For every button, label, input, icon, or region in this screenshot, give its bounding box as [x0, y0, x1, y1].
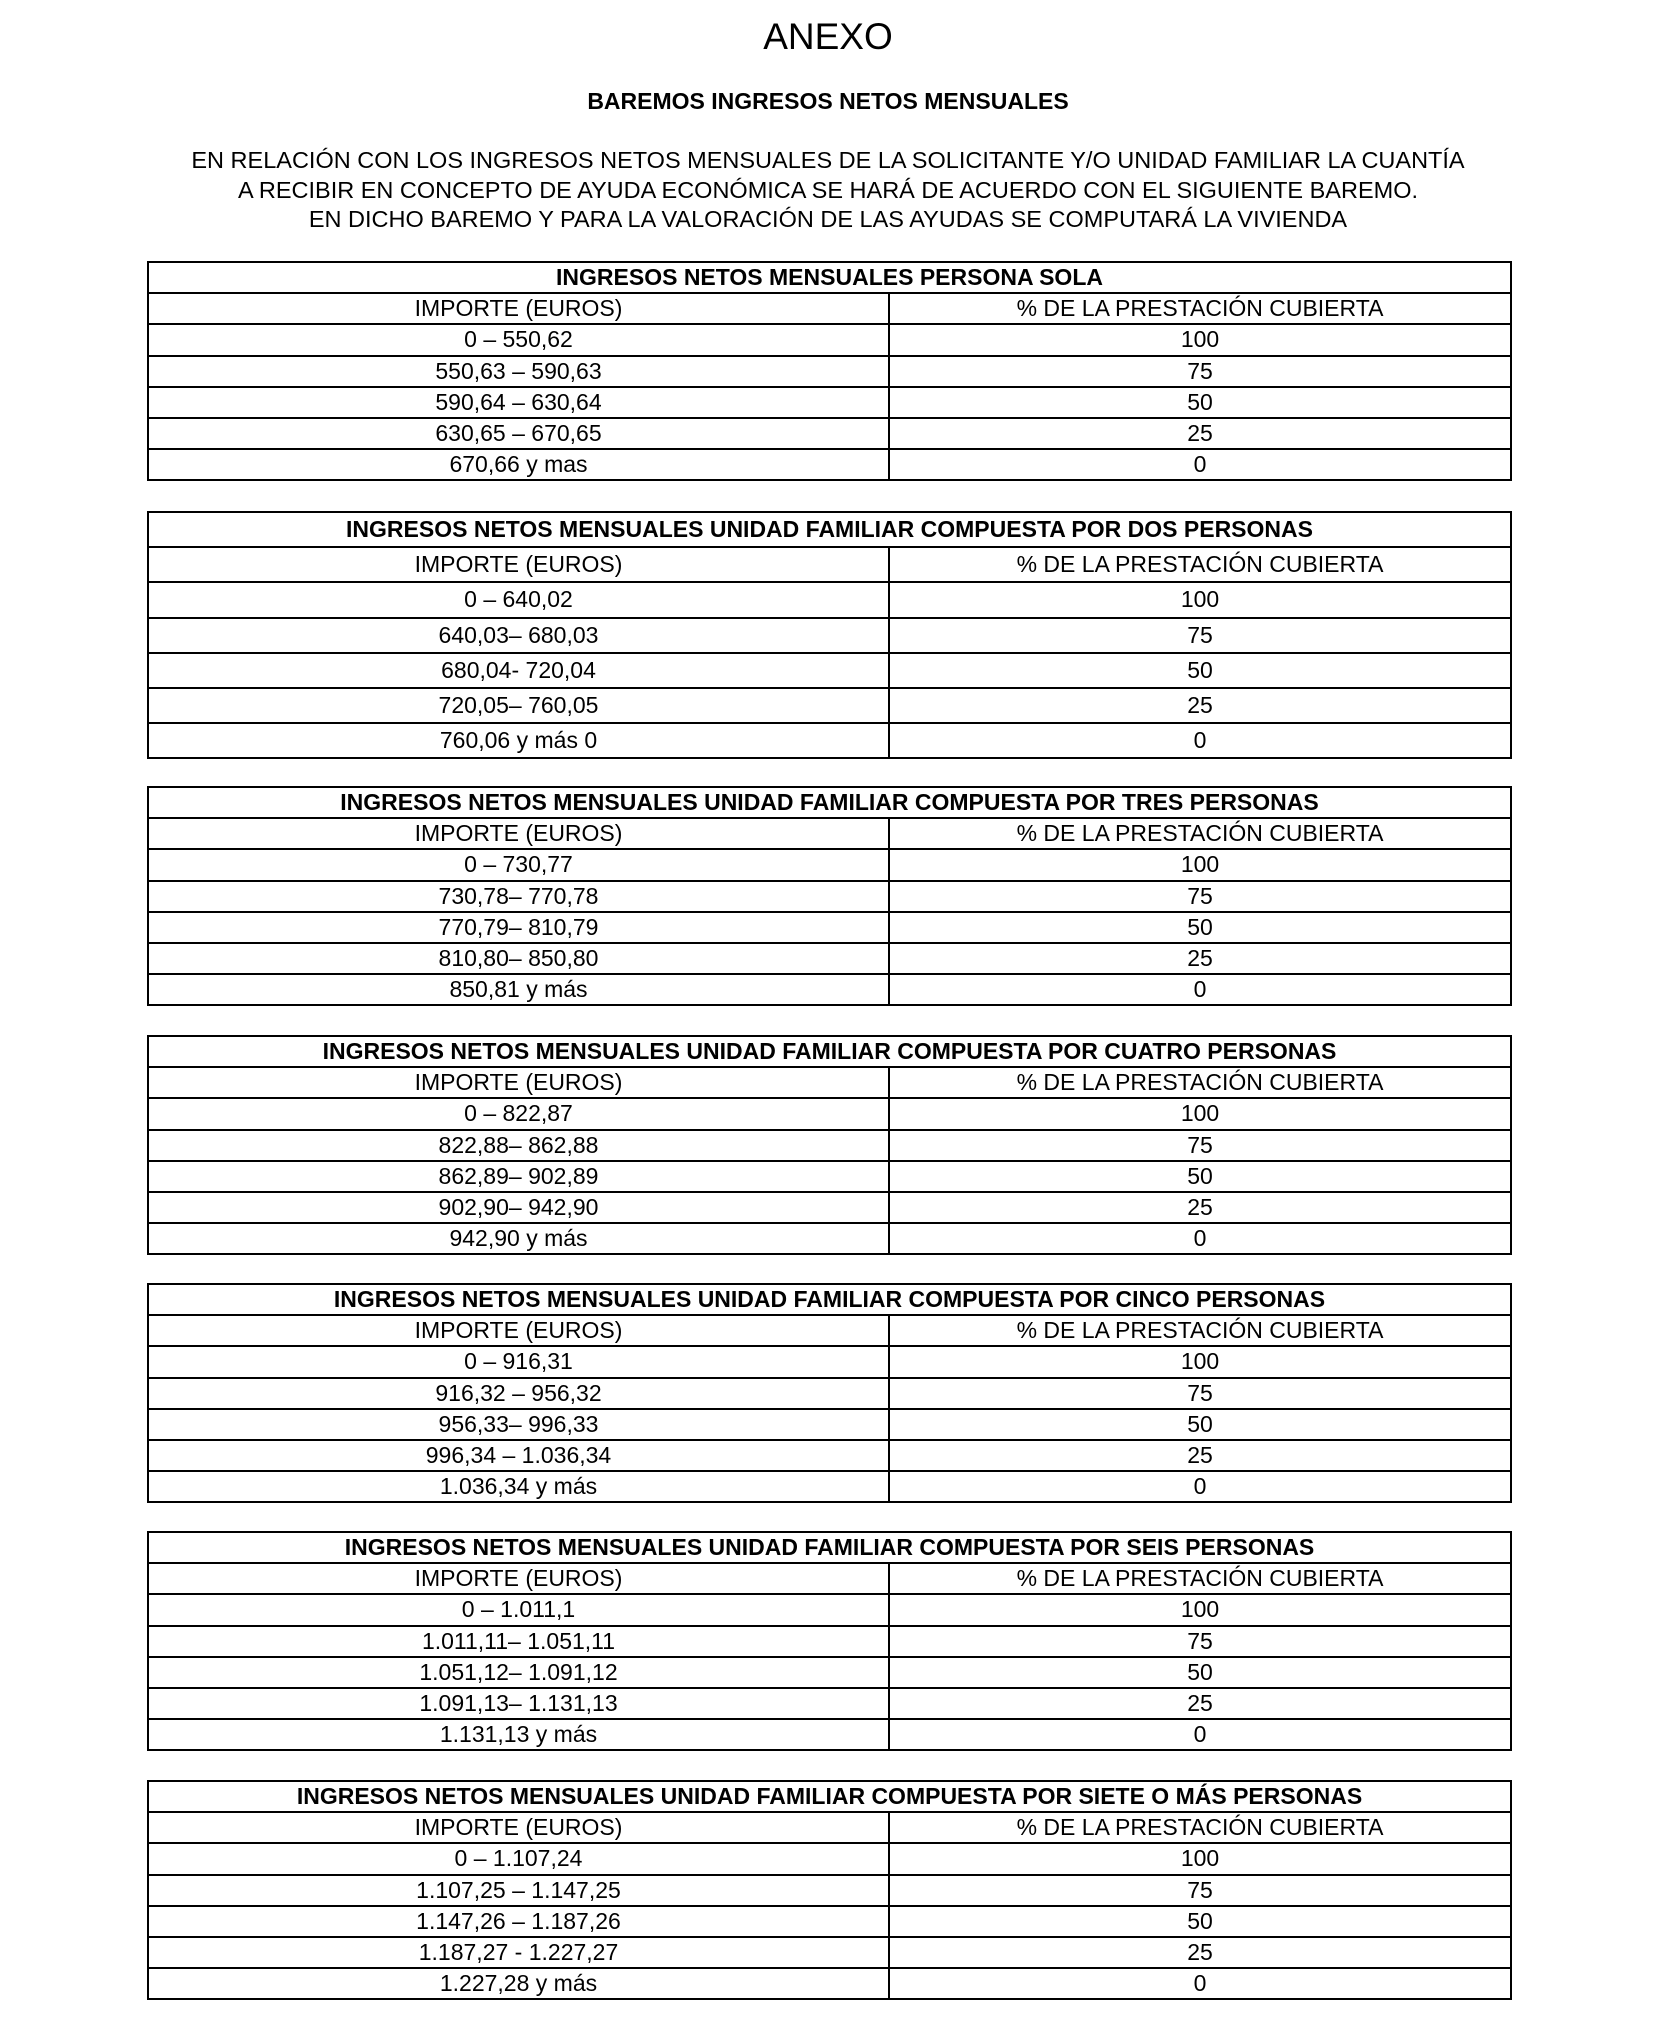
table-row: [148, 1657, 1511, 1688]
amount-range-cell: 956,33– 996,33: [148, 1409, 889, 1440]
amount-range-cell: 1.036,34 y más: [148, 1471, 889, 1502]
table-row: [148, 618, 1511, 653]
percentage-cell: 50: [889, 387, 1511, 418]
column-header-percentage: % DE LA PRESTACIÓN CUBIERTA: [889, 293, 1511, 324]
amount-range-cell: 0 – 1.107,24: [148, 1843, 889, 1874]
amount-range-cell: 1.187,27 - 1.227,27: [148, 1937, 889, 1968]
table-header-row: [148, 1563, 1511, 1594]
percentage-cell: 25: [889, 1688, 1511, 1719]
income-table: [147, 1283, 1512, 1503]
income-table: [147, 1780, 1512, 2000]
amount-range-cell: 942,90 y más: [148, 1223, 889, 1254]
percentage-cell: 0: [889, 1968, 1511, 1999]
percentage-cell: 25: [889, 688, 1511, 723]
table-row: [148, 912, 1511, 943]
table-title-row: [148, 1036, 1511, 1067]
table-row: [148, 688, 1511, 723]
table-title: INGRESOS NETOS MENSUALES UNIDAD FAMILIAR COMPUESTA POR SEIS PERSONAS: [148, 1532, 1511, 1563]
income-table: [147, 261, 1512, 481]
amount-range-cell: 1.091,13– 1.131,13: [148, 1688, 889, 1719]
intro-line: EN DICHO BAREMO Y PARA LA VALORACIÓN DE LAS AYUDAS SE COMPUTARÁ LA VIVIENDA: [308, 206, 1348, 232]
table-header-row: [148, 1812, 1511, 1843]
amount-range-cell: 916,32 – 956,32: [148, 1378, 889, 1409]
percentage-cell: 75: [889, 1378, 1511, 1409]
percentage-cell: 50: [889, 653, 1511, 688]
amount-range-cell: 640,03– 680,03: [148, 618, 889, 653]
percentage-cell: 0: [889, 974, 1511, 1005]
table-title-row: [148, 1781, 1511, 1812]
table-row: [148, 1471, 1511, 1502]
table-row: [148, 849, 1511, 880]
percentage-cell: 25: [889, 1440, 1511, 1471]
column-header-amount: IMPORTE (EUROS): [148, 1315, 889, 1346]
amount-range-cell: 862,89– 902,89: [148, 1161, 889, 1192]
percentage-cell: 75: [889, 356, 1511, 387]
amount-range-cell: 630,65 – 670,65: [148, 418, 889, 449]
amount-range-cell: 1.131,13 y más: [148, 1719, 889, 1750]
table-row: [148, 881, 1511, 912]
income-table: [147, 511, 1512, 759]
amount-range-cell: 1.011,11– 1.051,11: [148, 1626, 889, 1657]
amount-range-cell: 850,81 y más: [148, 974, 889, 1005]
table-title: INGRESOS NETOS MENSUALES UNIDAD FAMILIAR COMPUESTA POR CUATRO PERSONAS: [148, 1036, 1511, 1067]
percentage-cell: 50: [889, 1409, 1511, 1440]
percentage-cell: 0: [889, 1719, 1511, 1750]
table-row: [148, 1409, 1511, 1440]
percentage-cell: 25: [889, 1192, 1511, 1223]
amount-range-cell: 810,80– 850,80: [148, 943, 889, 974]
table-title: INGRESOS NETOS MENSUALES PERSONA SOLA: [148, 262, 1511, 293]
percentage-cell: 100: [889, 849, 1511, 880]
amount-range-cell: 996,34 – 1.036,34: [148, 1440, 889, 1471]
table-row: [148, 1378, 1511, 1409]
intro-line: A RECIBIR EN CONCEPTO DE AYUDA ECONÓMICA SE HARÁ DE ACUERDO CON EL SIGUIENTE BAREMO.: [237, 176, 1419, 203]
amount-range-cell: 730,78– 770,78: [148, 881, 889, 912]
amount-range-cell: 720,05– 760,05: [148, 688, 889, 723]
table-row: [148, 1968, 1511, 1999]
percentage-cell: 100: [889, 324, 1511, 355]
amount-range-cell: 1.107,25 – 1.147,25: [148, 1875, 889, 1906]
table-row: [148, 582, 1511, 617]
percentage-cell: 100: [889, 1843, 1511, 1874]
table-title: INGRESOS NETOS MENSUALES UNIDAD FAMILIAR COMPUESTA POR SIETE O MÁS PERSONAS: [148, 1781, 1511, 1812]
table-row: [148, 1161, 1511, 1192]
intro-line: EN RELACIÓN CON LOS INGRESOS NETOS MENSUALES DE LA SOLICITANTE Y/O UNIDAD FAMILIAR LA CUANTÍA: [191, 147, 1465, 173]
table-row: [148, 1346, 1511, 1377]
amount-range-cell: 0 – 640,02: [148, 582, 889, 617]
amount-range-cell: 902,90– 942,90: [148, 1192, 889, 1223]
income-table: [147, 1035, 1512, 1255]
column-header-percentage: % DE LA PRESTACIÓN CUBIERTA: [889, 1067, 1511, 1098]
table-title-row: [148, 512, 1511, 547]
intro-paragraph: [130, 146, 1526, 235]
table-row: [148, 1192, 1511, 1223]
percentage-cell: 100: [889, 1346, 1511, 1377]
table-title: INGRESOS NETOS MENSUALES UNIDAD FAMILIAR COMPUESTA POR TRES PERSONAS: [148, 787, 1511, 818]
amount-range-cell: 670,66 y mas: [148, 449, 889, 480]
column-header-amount: IMPORTE (EUROS): [148, 818, 889, 849]
percentage-cell: 75: [889, 881, 1511, 912]
table-title: INGRESOS NETOS MENSUALES UNIDAD FAMILIAR COMPUESTA POR DOS PERSONAS: [148, 512, 1511, 547]
amount-range-cell: 0 – 730,77: [148, 849, 889, 880]
percentage-cell: 50: [889, 1906, 1511, 1937]
percentage-cell: 100: [889, 582, 1511, 617]
table-header-row: [148, 1315, 1511, 1346]
column-header-amount: IMPORTE (EUROS): [148, 293, 889, 324]
column-header-percentage: % DE LA PRESTACIÓN CUBIERTA: [889, 1563, 1511, 1594]
column-header-amount: IMPORTE (EUROS): [148, 1563, 889, 1594]
amount-range-cell: 1.227,28 y más: [148, 1968, 889, 1999]
table-row: [148, 943, 1511, 974]
table-row: [148, 324, 1511, 355]
amount-range-cell: 590,64 – 630,64: [148, 387, 889, 418]
table-row: [148, 1688, 1511, 1719]
table-row: [148, 974, 1511, 1005]
amount-range-cell: 770,79– 810,79: [148, 912, 889, 943]
column-header-amount: IMPORTE (EUROS): [148, 1812, 889, 1843]
percentage-cell: 0: [889, 723, 1511, 758]
percentage-cell: 25: [889, 1937, 1511, 1968]
percentage-cell: 75: [889, 1626, 1511, 1657]
table-row: [148, 1594, 1511, 1625]
table-row: [148, 1626, 1511, 1657]
percentage-cell: 100: [889, 1098, 1511, 1129]
table-row: [148, 1130, 1511, 1161]
table-row: [148, 1440, 1511, 1471]
table-row: [148, 418, 1511, 449]
table-title-row: [148, 1532, 1511, 1563]
percentage-cell: 0: [889, 1223, 1511, 1254]
table-row: [148, 1875, 1511, 1906]
table-title: INGRESOS NETOS MENSUALES UNIDAD FAMILIAR COMPUESTA POR CINCO PERSONAS: [148, 1284, 1511, 1315]
table-row: [148, 1223, 1511, 1254]
amount-range-cell: 1.051,12– 1.091,12: [148, 1657, 889, 1688]
table-header-row: [148, 293, 1511, 324]
column-header-percentage: % DE LA PRESTACIÓN CUBIERTA: [889, 1315, 1511, 1346]
document-subtitle: BAREMOS INGRESOS NETOS MENSUALES: [587, 88, 1069, 114]
table-row: [148, 1719, 1511, 1750]
income-table: [147, 1531, 1512, 1751]
amount-range-cell: 822,88– 862,88: [148, 1130, 889, 1161]
percentage-cell: 100: [889, 1594, 1511, 1625]
table-title-row: [148, 787, 1511, 818]
table-title-row: [148, 262, 1511, 293]
table-row: [148, 1937, 1511, 1968]
amount-range-cell: 0 – 916,31: [148, 1346, 889, 1377]
amount-range-cell: 550,63 – 590,63: [148, 356, 889, 387]
table-row: [148, 1906, 1511, 1937]
table-row: [148, 449, 1511, 480]
table-header-row: [148, 547, 1511, 582]
amount-range-cell: 0 – 1.011,1: [148, 1594, 889, 1625]
percentage-cell: 50: [889, 1161, 1511, 1192]
percentage-cell: 50: [889, 912, 1511, 943]
percentage-cell: 75: [889, 618, 1511, 653]
amount-range-cell: 0 – 822,87: [148, 1098, 889, 1129]
column-header-percentage: % DE LA PRESTACIÓN CUBIERTA: [889, 818, 1511, 849]
percentage-cell: 25: [889, 418, 1511, 449]
table-row: [148, 723, 1511, 758]
table-row: [148, 653, 1511, 688]
percentage-cell: 75: [889, 1130, 1511, 1161]
table-row: [148, 387, 1511, 418]
page-title: ANEXO: [763, 16, 893, 57]
percentage-cell: 75: [889, 1875, 1511, 1906]
percentage-cell: 0: [889, 1471, 1511, 1502]
amount-range-cell: 1.147,26 – 1.187,26: [148, 1906, 889, 1937]
column-header-amount: IMPORTE (EUROS): [148, 1067, 889, 1098]
table-row: [148, 356, 1511, 387]
column-header-percentage: % DE LA PRESTACIÓN CUBIERTA: [889, 1812, 1511, 1843]
table-header-row: [148, 1067, 1511, 1098]
amount-range-cell: 760,06 y más 0: [148, 723, 889, 758]
percentage-cell: 0: [889, 449, 1511, 480]
column-header-percentage: % DE LA PRESTACIÓN CUBIERTA: [889, 547, 1511, 582]
column-header-amount: IMPORTE (EUROS): [148, 547, 889, 582]
amount-range-cell: 680,04- 720,04: [148, 653, 889, 688]
table-row: [148, 1843, 1511, 1874]
table-title-row: [148, 1284, 1511, 1315]
percentage-cell: 25: [889, 943, 1511, 974]
amount-range-cell: 0 – 550,62: [148, 324, 889, 355]
table-row: [148, 1098, 1511, 1129]
income-table: [147, 786, 1512, 1006]
percentage-cell: 50: [889, 1657, 1511, 1688]
table-header-row: [148, 818, 1511, 849]
